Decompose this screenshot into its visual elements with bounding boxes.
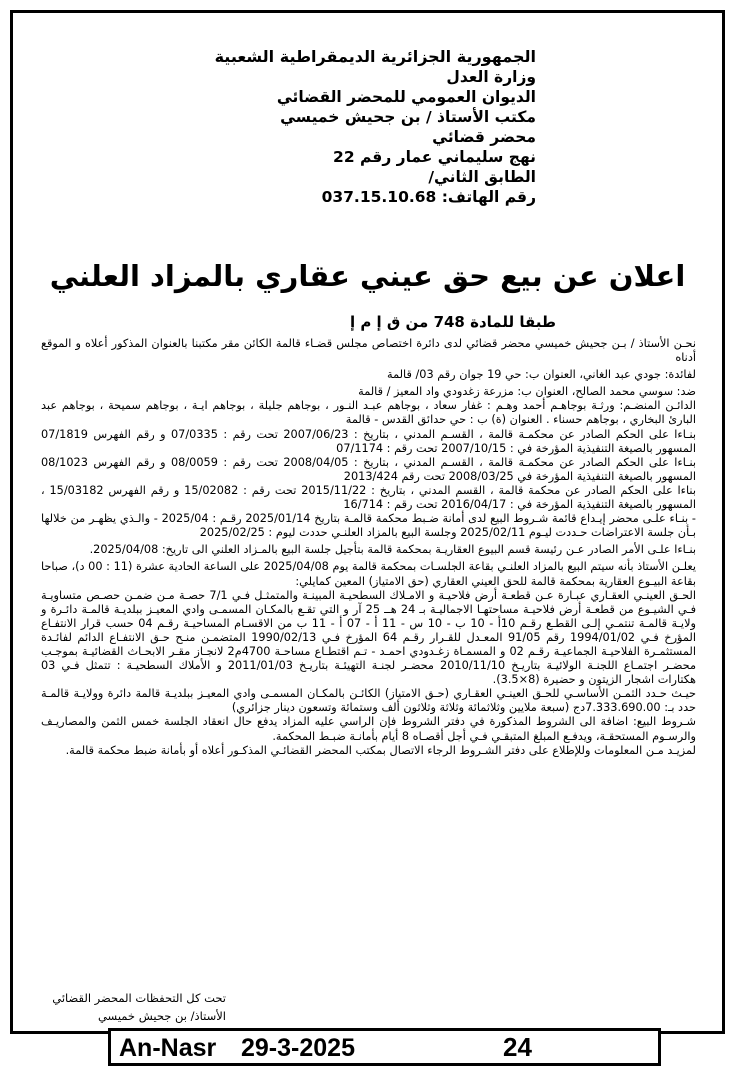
body-paragraph: بنـاءا علـى الأمر الصادر عـن رئيسة قسم البيوع العقاريـة بمحكمة قالمة بتأجيل جلسة البيع بالمـزاد العلني الى تاريخ: 2025/04/08.	[89, 543, 696, 557]
body-paragraph: شـروط البيع: اضافة الى الشروط المذكورة في دفتر الشروط فإن الراسي عليه المزاد يدفع حال انعقاد الجلسة خمس الثمن والمصاريـف والرسـوم المستحقـة، ويدفـع المبلغ المتبقـي فـي أجل أقصـاه 8 أيام بأمانـة ضبـط المحكمة.	[41, 715, 696, 743]
signature-block	[52, 989, 226, 1025]
announcement-content	[19, 19, 716, 1025]
body-paragraph: لمزيـد مـن المعلومات وللإطلاع على دفتر الشـروط الرجاء الاتصال بمكتب المحضر القضائـي المذكـور أعلاه أو بأمانة ضبط محكمة قالمة.	[65, 743, 696, 757]
page-number: 24	[503, 1032, 532, 1062]
letterhead-office: الديوان العمومي للمحضر القضائي	[276, 88, 536, 106]
signature-line-1: تحت كل التحفظات المحضر القضائي	[52, 991, 226, 1005]
letterhead-phone: رقم الهاتف: 037.15.10.68	[321, 188, 536, 206]
letterhead-address: نهج سليماني عمار رقم 22	[333, 148, 536, 166]
body-paragraph: ضد: سوسي محمد الصالح، العنوان ب: مزرعة زغدودي واد المعيز / قالمة	[358, 385, 696, 399]
body-paragraph: - بنـاء علـى محضر إيـداع قائمة شـروط البيع لدى أمانة ضـبط محكمة قالمـة بتاريخ 2025/01/14 رقـم : 2025/04 - والـذي يظهـر من خلالها بـأن جلسة الاعتراضات حـددت ليـوم 2025/02/11 وجلسة البيع بالمزاد العلنـي حددت ليوم : 2025/02/25	[41, 512, 696, 540]
newspaper-footer	[108, 1028, 661, 1066]
announcement-frame	[10, 10, 725, 1034]
announcement-body	[41, 337, 696, 758]
body-paragraph: الحـق العينـي العقـاري عبـارة عـن قطعـة أرض فلاحيـة و الامـلاك السطحيـة المبينـة والمتمثـل فـي 7/1 حصـة مـن ضمـن حصـص متساويـة فـي الشيـوع من قطعـة أرض فلاحيـة مساحتهـا الاجماليـة بـ 24 هــ 25 آر و التي تقـع بالمكـان المسمـى وادي المعيـز ببلديـة قالمـة دائـرة و ولايـة قالمـة تنتمـي إلـى القطـع رقـم 10أ - 10 ب - 10 س - 11 أ - 07 أ - 11 ب من الاقسـام المساحيـة رقـم 04 حسب قرار الانتفـاع المؤرخ فـي 1994/01/02 رقم 91/05 المعـدل للقـرار رقـم 64 المؤرخ فـي 1990/02/13 المتضمـن منـح حـق الانتفـاع الدائم لفائـدة المستثمـرة الفلاحيـة الجماعيـة رقـم 02 و المسمـاة زغـدودي احمـد - تـم اقتطـاع مساحـة 4700م2 لانجـاز مقـر الابحـاث القضائيـة بموجـب محضـر اجتمـاع اللجنـة الولائيـة بتاريـخ 2010/11/10 محضـر لجنـة التهيئـة بتاريـخ 2011/01/03 و الأملاك السطحيـة : تتمثل فـي 03 هكتارات اشجار الزيتون و حضيرة (8×3.5).	[41, 588, 697, 687]
body-paragraph: الدائـن المنضـم: ورثـة بوجاهـم أحمد وهـم : غفار سعاد ، بوجاهم عبـد النـور ، بوجاهم جليلة ، بوجاهم ايـة ، بوجاهم سميحة ، بوجاهم عبد البارئ البخاري ، بوجاهم حسناء . العنوان (ة) ب : حي حدائق القدس - قالمة	[41, 399, 696, 427]
body-paragraph: لفائدة: جودي عبد الغاني، العنوان ب: حي 19 جوان رقم 03/ قالمة	[387, 368, 696, 382]
letterhead-ministry: وزارة العدل	[446, 68, 536, 86]
body-paragraph: حيـث حـدد الثمـن الأساسـي للحـق العينـي العقـاري (حـق الامتياز) الكائـن بالمكـان المسمـى وادي المعيـز ببلديـة قالمة دائرة وولايـة قالمـة حدد بـ: 7.333.690.00دج (سبعة ملايين وثلاثمائة وثلاثة وثلاثون ألف وستمائة وتسعون دينار جزائري)	[41, 687, 696, 715]
body-paragraph: نحـن الأستاذ / بـن جحيش خميسي محضر قضائي لدى دائرة اختصاص مجلس قضـاء قالمة الكائن مقر مكتبنا بالعنوان المذكور أعلاه و الموقع أدناه	[41, 337, 696, 365]
body-paragraph: يعلـن الأستاذ بأنه سيتم البيع بالمزاد العلنـي بقاعة الجلسـات بمحكمة قالمة يوم 2025/04/08 على الساعة الحادية عشرة (11 : 00 د)، صباحا بقاعة البيـوع العقارية بمحكمة قالمة للحق العيني العقاري (حق الامتياز) المعين كمايلي:	[41, 560, 696, 588]
letterhead-bailiff-name: مكتب الأستاذ / بن جحيش خميسي	[280, 108, 536, 126]
newspaper-name: An-Nasr	[119, 1034, 217, 1062]
letterhead-republic: الجمهورية الجزائرية الديمقراطية الشعبية	[214, 47, 536, 66]
body-paragraph: بنـاءا على الحكم الصادر عن محكمـة قالمة ، القسـم المدني ، بتاريخ : 2008/04/05 تحت رقم : 08/0059 و رقم الفهرس 08/1023 المسهور بالصيغة التنفيذية المؤرخة في 2008/03/25 تحت رقم 2013/424	[41, 455, 696, 483]
body-paragraph: بناءا على الحكم الصادر عن محكمة قالمة ، القسم المدني ، بتاريخ : 2015/11/22 تحت رقم : 15/02082 و رقم الفهرس 15/03182 ، المسهور بالصيغة التنفيذية المؤرخة في : 2016/04/17 تحت رقم : 16/714	[41, 483, 696, 512]
issue-date: 29-3-2025	[241, 1034, 355, 1062]
letterhead-floor: الطابق الثاني/	[428, 168, 536, 186]
letterhead-role: محضر قضائي	[432, 128, 536, 146]
letterhead	[215, 47, 536, 207]
signature-line-2: الأستاذ/ بن جحيش خميسي	[97, 1009, 226, 1023]
announcement-title: اعلان عن بيع حق عيني عقاري بالمزاد العلني	[49, 259, 686, 293]
body-paragraph: بنـاءا على الحكم الصادر عن محكمـة قالمة ، القسـم المدني ، بتاريخ : 2007/06/23 تحت رقم : 07/0335 و رقم الفهرس 07/1819 المسهور بالصيغة التنفيذية المؤرخة في : 2007/10/15 تحت رقم : 07/1174	[41, 427, 696, 455]
announcement-subtitle: طبقا للمادة 748 من ق إ م إ	[349, 313, 556, 331]
